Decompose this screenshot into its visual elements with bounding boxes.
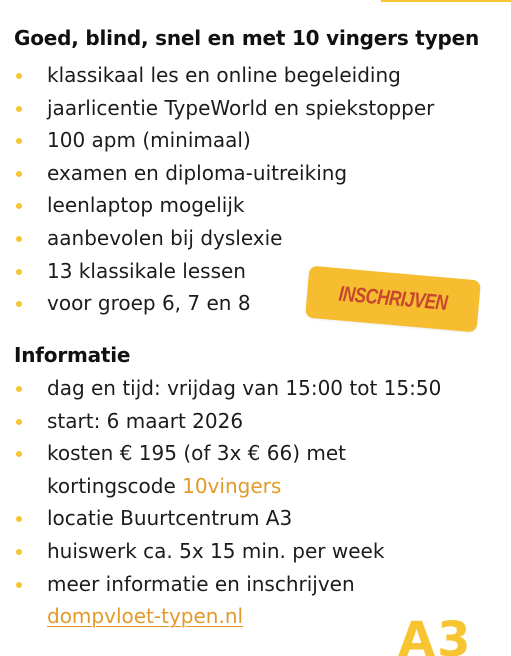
info-section [14,341,504,633]
info-day-time-text: dag en tijd: vrijdag van 15:00 tot 15:50 [47,376,442,400]
info-location-text: locatie Buurtcentrum A3 [47,506,293,531]
bullet-dot-icon [16,236,22,242]
inschrijven-button-label: INSCHRIJVEN [337,281,449,315]
info-day-time [14,372,504,405]
bullet-dot-icon [16,301,22,307]
info-cost-text: kosten € 195 (of 3x € 66) met [47,441,346,466]
list-item [14,92,504,125]
list-item-text: jaarlicentie TypeWorld en spiekstopper [47,95,435,120]
bullet-dot-icon [16,203,22,209]
info-location [14,502,504,535]
bullet-dot-icon [16,73,22,79]
info-title: Informatie [14,343,131,367]
website-link[interactable]: dompvloet-typen.nl [47,604,244,629]
info-start-text: start: 6 maart 2026 [47,408,244,433]
list-item [14,157,504,190]
bullet-dot-icon [16,582,22,588]
list-item [14,222,504,255]
list-item [14,189,504,222]
corner-logo-mark [398,616,498,656]
list-item [14,124,504,157]
bullet-dot-icon [16,106,22,112]
list-item-text: 13 klassikale lessen [47,258,246,283]
info-list [14,372,504,633]
list-item-text: examen en diploma-uitreiking [47,160,348,185]
bullet-dot-icon [16,386,22,392]
list-item-text: klassikaal les en online begeleiding [47,63,401,87]
bullet-dot-icon [16,451,22,457]
bullet-dot-icon [16,419,22,425]
corner-logo-text: A3 [398,616,473,656]
list-item-text: aanbevolen bij dyslexie [47,225,283,250]
info-more-text: meer informatie en inschrijven [47,571,355,596]
list-item-text: voor groep 6, 7 en 8 [47,291,251,316]
list-item [14,59,504,92]
info-homework-text: huiswerk ca. 5x 15 min. per week [47,538,385,563]
info-homework [14,535,504,568]
list-item-text: 100 apm (minimaal) [47,128,251,153]
discount-code: 10vingers [182,473,282,498]
info-start [14,405,504,438]
course-title: Goed, blind, snel en met 10 vingers typen [14,26,480,50]
top-accent-rule [0,0,511,4]
info-cost-code-prefix: kortingscode [47,473,183,498]
bullet-dot-icon [16,549,22,555]
bullet-dot-icon [16,516,22,522]
info-cost [14,437,504,502]
bullet-dot-icon [16,138,22,144]
bullet-dot-icon [16,171,22,177]
bullet-dot-icon [16,269,22,275]
list-item-text: leenlaptop mogelijk [47,193,245,218]
